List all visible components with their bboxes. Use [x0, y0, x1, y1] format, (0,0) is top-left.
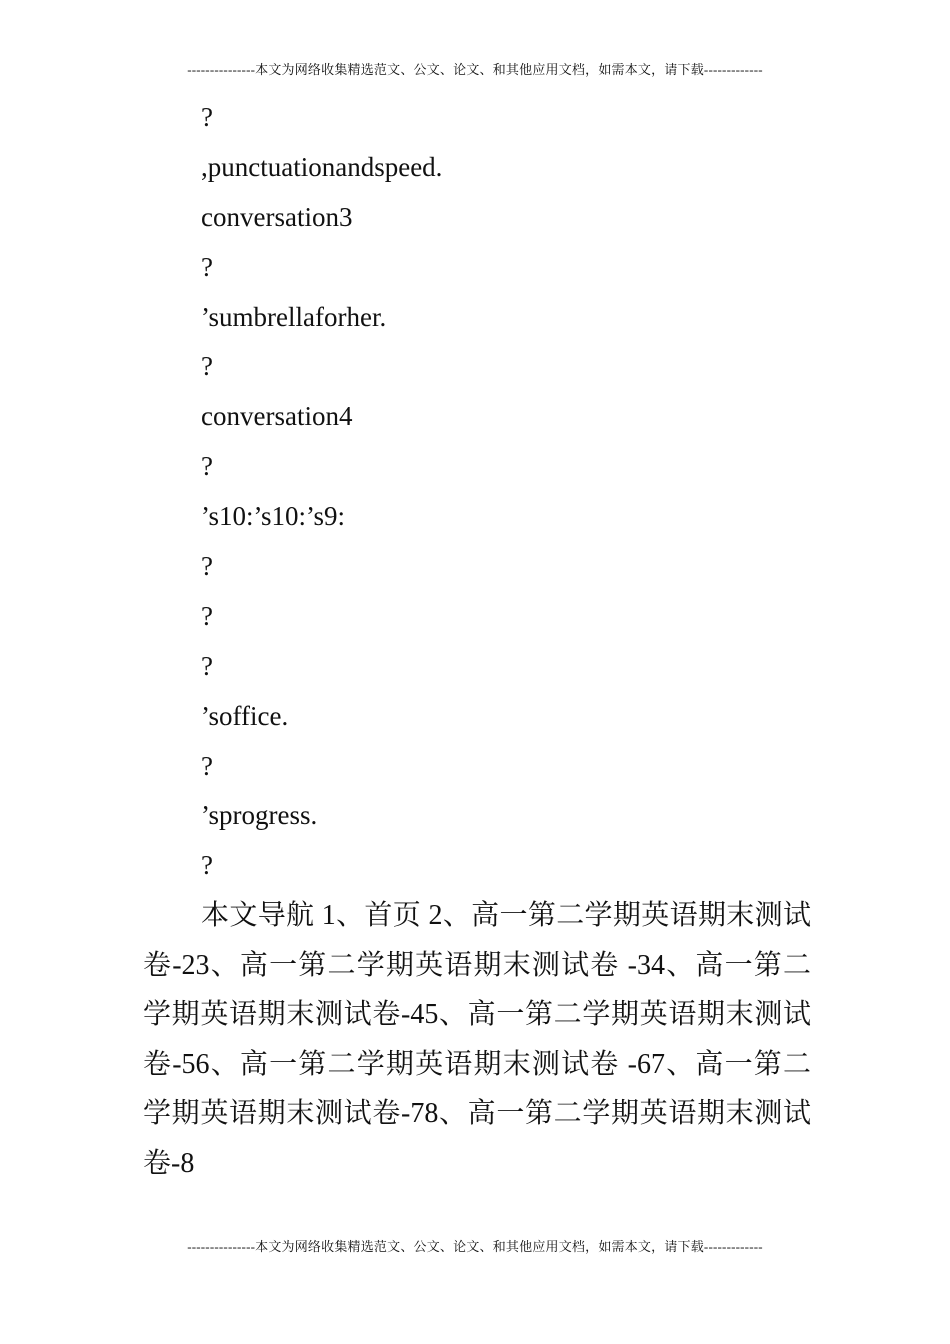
text-line: ’sumbrellaforher.	[201, 301, 387, 332]
text-line: ?	[201, 850, 213, 881]
text-line: ?	[201, 551, 213, 582]
text-line: ,punctuationandspeed.	[201, 151, 443, 182]
page-header: ---------------本文为网络收集精选范文、公文、论文、和其他应用文档，如需本文，请下载-------------	[187, 62, 763, 77]
page-footer: ---------------本文为网络收集精选范文、公文、论文、和其他应用文档，如需本文，请下载-------------	[187, 1239, 763, 1254]
text-line: ’soffice.	[201, 700, 289, 731]
document-body	[201, 97, 841, 895]
text-line: conversation4	[201, 401, 353, 432]
text-line: conversation3	[201, 201, 353, 232]
text-line: ?	[201, 351, 213, 382]
text-line: ?	[201, 451, 213, 482]
text-line: ?	[201, 102, 213, 132]
text-line: ’sprogress.	[201, 800, 318, 831]
text-line: ’s10:’s10:’s9:	[201, 501, 346, 532]
text-line: ?	[201, 750, 213, 781]
article-navigation: 本文导航 1、首页 2、高一第二学期英语期末测试卷-23、高一第二学期英语期末测试卷 -34、高一第二学期英语期末测试卷-45、高一第二学期英语期末测试卷-56、高一第二学期英语期末测试卷 -67、高一第二学期英语期末测试卷-78、高一第二学期英语期末测试卷-8	[143, 900, 811, 1179]
text-line: ?	[201, 251, 213, 282]
text-line: ?	[201, 600, 213, 631]
text-line: ?	[201, 650, 213, 681]
